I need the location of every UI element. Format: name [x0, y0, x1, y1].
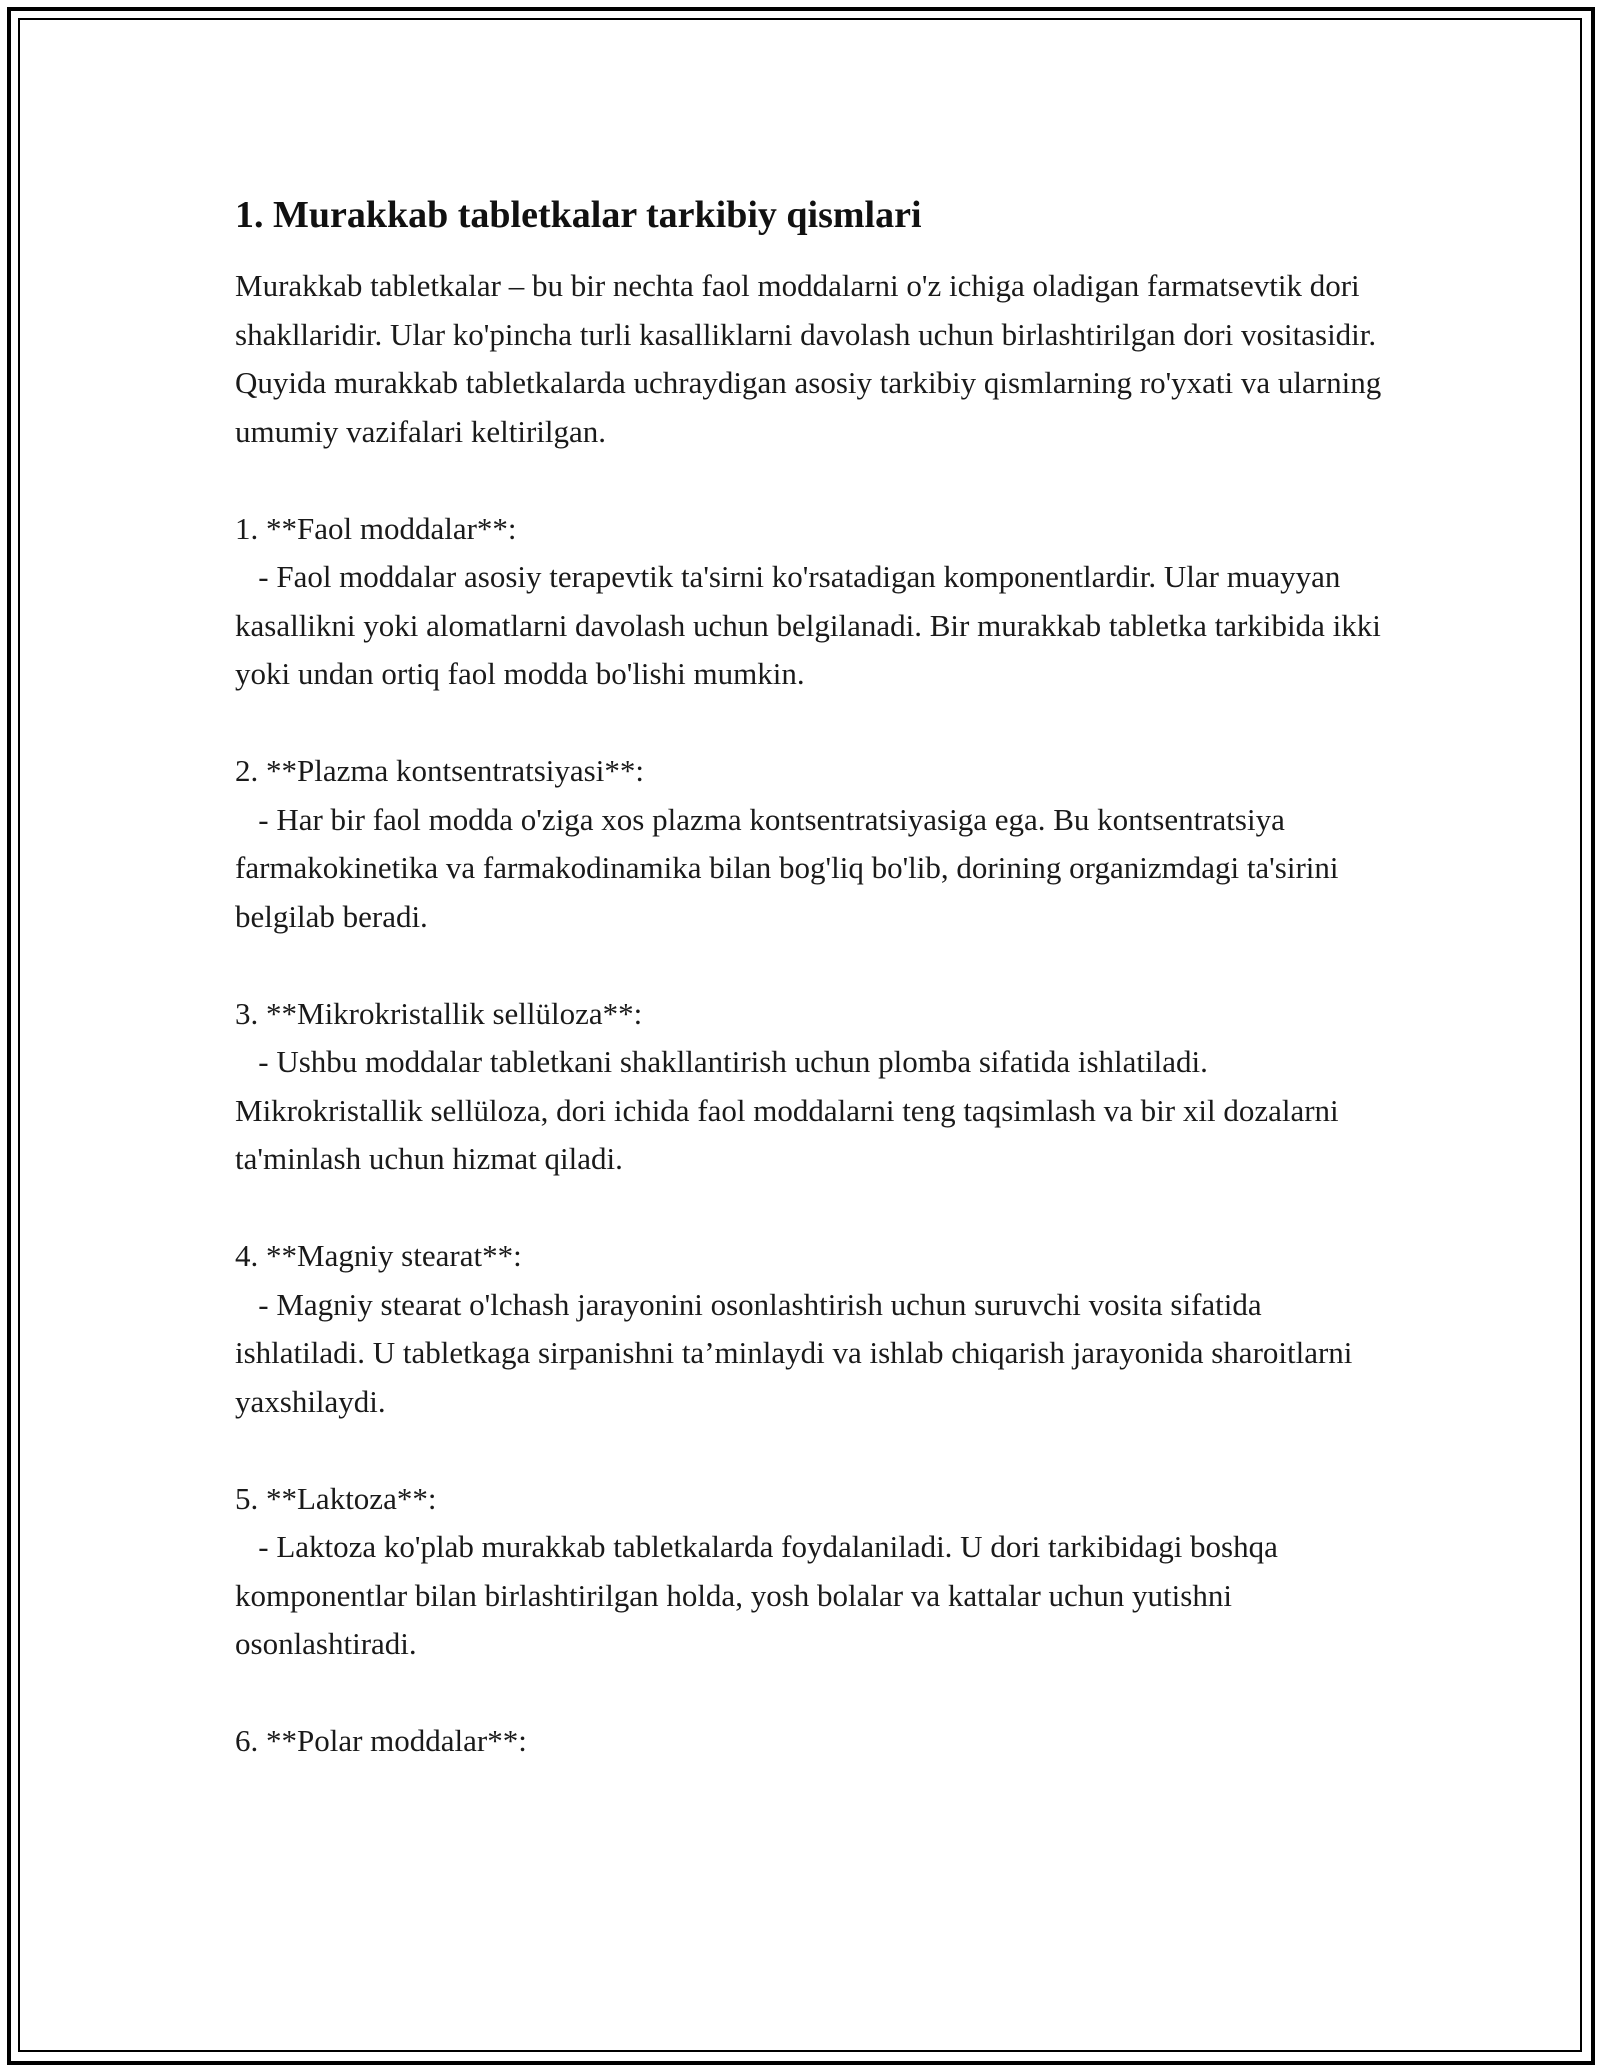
- spacer: [235, 1184, 1385, 1233]
- section-heading: 1. Murakkab tabletkalar tarkibiy qismlari: [235, 194, 922, 236]
- list-item-title: 4. **Magniy stearat**:: [235, 1238, 522, 1273]
- list-item-title: 1. **Faol moddalar**:: [235, 510, 517, 546]
- list-item-text: - Har bir faol modda o'ziga xos plazma kontsentratsiyasiga ega. Bu kontsentratsiya farmakokinetika va farmakodinamika bilan bog'liq bo'lib, dorining organizmdagi ta'sirini belgilab beradi.: [235, 801, 1347, 934]
- document-body: [235, 190, 1389, 1766]
- spacer: [235, 1426, 1385, 1475]
- list-item-title: 3. **Mikrokristallik sellüloza**:: [235, 995, 643, 1031]
- list-item-title: 2. **Plazma kontsentratsiyasi**:: [235, 753, 644, 788]
- list-item-text: - Magniy stearat o'lchash jarayonini osonlashtirish uchun suruvchi vosita sifatida ishlatiladi. U tabletkaga sirpanishni ta’minlaydi va ishlab chiqarish jarayonida sharoitlarni yaxshilaydi.: [235, 1286, 1361, 1419]
- list-item-title: 5. **Laktoza**:: [235, 1480, 437, 1516]
- list-item: [235, 505, 1389, 699]
- intro-paragraph: Murakkab tabletkalar – bu bir nechta faol moddalarni o'z ichiga oladigan farmatsevtik dori shakllaridir. Ular ko'pincha turli kasalliklarni davolash uchun birlashtirilgan dori vositasidir. Quyida murakkab tabletkalarda uchraydigan asosiy tarkibiy qismlarning ro'yxati va ularning umumiy vazifalari keltirilgan.: [235, 268, 1389, 449]
- spacer: [235, 941, 1385, 990]
- spacer: [235, 1669, 1385, 1718]
- list-item: [235, 990, 1385, 1184]
- spacer: [235, 699, 1385, 748]
- list-item-text: - Laktoza ko'plab murakkab tabletkalarda foydalaniladi. U dori tarkibidagi boshqa komponentlar bilan birlashtirilgan holda, yosh bolalar va kattalar uchun yutishni osonlashtiradi.: [235, 1529, 1286, 1661]
- spacer: [235, 456, 1385, 505]
- list-item: [235, 1232, 1385, 1426]
- list-item: [235, 1717, 1385, 1766]
- list-item-text: - Faol moddalar asosiy terapevtik ta'sirni ko'rsatadigan komponentlardir. Ular muayyan kasallikni yoki alomatlarni davolash uchun belgilanadi. Bir murakkab tabletka tarkibida ikki yoki undan ortiq faol modda bo'lishi mumkin.: [235, 559, 1389, 691]
- list-item-text: - Ushbu moddalar tabletkani shakllantirish uchun plomba sifatida ishlatiladi. Mikrokristallik sellüloza, dori ichida faol moddalarni teng taqsimlash va bir xil dozalarni ta'minlash uchun hizmat qiladi.: [235, 1044, 1347, 1176]
- list-item-title: 6. **Polar moddalar**:: [235, 1723, 527, 1758]
- list-item: [235, 1475, 1385, 1669]
- list-item: [235, 747, 1385, 941]
